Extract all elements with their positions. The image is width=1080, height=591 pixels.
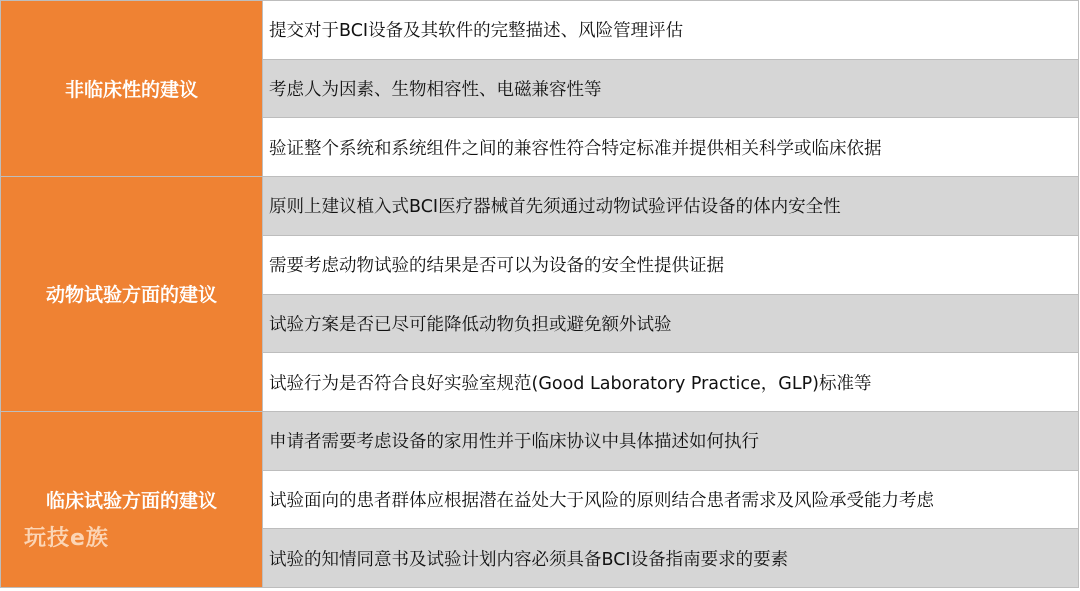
category-animal-testing: [1, 177, 263, 412]
category-label: 动物试验方面的建议: [45, 284, 217, 307]
table-row: 试验行为是否符合良好实验室规范(Good Laboratory Practice，GLP)标准等: [263, 353, 1079, 412]
table-row: 考虑人为因素、生物相容性、电磁兼容性等: [263, 60, 1079, 119]
table-row: 申请者需要考虑设备的家用性并于临床协议中具体描述如何执行: [263, 412, 1079, 471]
table-row: 原则上建议植入式BCI医疗器械首先须通过动物试验评估设备的体内安全性: [263, 177, 1079, 236]
table-row: 验证整个系统和系统组件之间的兼容性符合特定标准并提供相关科学或临床依据: [263, 118, 1079, 177]
watermark-logo: 玩技e族: [24, 526, 109, 551]
table-row: 需要考虑动物试验的结果是否可以为设备的安全性提供证据: [263, 236, 1079, 295]
category-non-clinical: [1, 1, 263, 177]
table-row: 试验的知情同意书及试验计划内容必须具备BCI设备指南要求的要素: [263, 529, 1079, 588]
category-clinical-trial: [1, 412, 263, 588]
category-label: 临床试验方面的建议: [45, 489, 217, 512]
category-label: 非临床性的建议: [64, 79, 198, 102]
table-row: 试验方案是否已尽可能降低动物负担或避免额外试验: [263, 295, 1079, 354]
table-row: 试验面向的患者群体应根据潜在益处大于风险的原则结合患者需求及风险承受能力考虑: [263, 471, 1079, 530]
table-row: 提交对于BCI设备及其软件的完整描述、风险管理评估: [263, 1, 1079, 60]
